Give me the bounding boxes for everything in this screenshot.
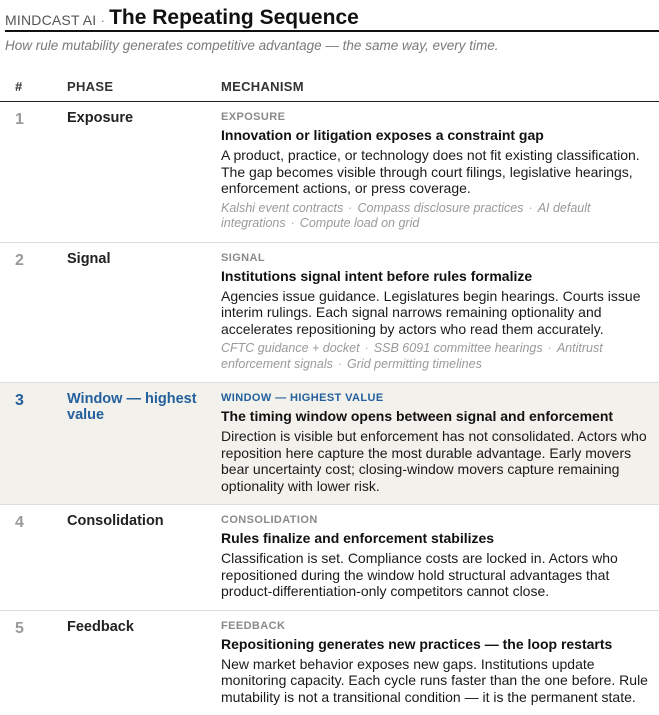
mechanism-headline: Institutions signal intent before rules formalize — [221, 268, 653, 285]
page-header — [5, 6, 659, 32]
phase-number: 5 — [15, 620, 24, 638]
mechanism-cell — [221, 243, 653, 383]
column-header-phase: PHASE — [67, 79, 113, 94]
mechanism-headline: Rules finalize and enforcement stabilizes — [221, 530, 653, 547]
page-subtitle: How rule mutability generates competitive advantage — the same way, every time. — [5, 38, 498, 53]
phase-number: 1 — [15, 111, 24, 129]
phase-number: 3 — [15, 392, 24, 410]
mechanism-description: Classification is set. Compliance costs are locked in. Actors who repositioned during the window hold structural advantages that product-differentiation-only competitors cannot close. — [221, 550, 653, 600]
phase-name: Exposure — [67, 110, 207, 126]
example-tag: CFTC guidance + docket — [221, 341, 360, 355]
table-header — [0, 72, 659, 102]
phase-name: Signal — [67, 251, 207, 267]
mechanism-label: EXPOSURE — [221, 111, 653, 124]
brand-separator: · — [100, 12, 105, 28]
phase-name: Feedback — [67, 619, 207, 635]
example-tag: Compass disclosure practices — [357, 201, 523, 215]
table-row — [0, 102, 659, 243]
tag-separator: · — [348, 201, 352, 215]
mechanism-cell — [221, 102, 653, 242]
example-tag: AI default integrations — [221, 201, 591, 231]
example-tag: Kalshi event contracts — [221, 201, 343, 215]
mechanism-headline: Repositioning generates new practices — the loop restarts — [221, 636, 653, 653]
mechanism-headline: The timing window opens between signal and enforcement — [221, 408, 653, 425]
phase-name: Window — highest value — [67, 391, 207, 423]
example-tags — [221, 341, 653, 372]
mechanism-description: A product, practice, or technology does not fit existing classification. The gap becomes visible through court filings, legislative hearings, enforcement actions, or press coverage. — [221, 147, 653, 197]
tag-separator: · — [291, 216, 295, 230]
column-header-number: # — [15, 79, 23, 94]
mechanism-description: Agencies issue guidance. Legislatures begin hearings. Courts issue interim rulings. Each signal narrows remaining optionality and accelerates repositioning by actors who read them accurately. — [221, 288, 653, 338]
mechanism-label: FEEDBACK — [221, 620, 653, 633]
mechanism-label: WINDOW — HIGHEST VALUE — [221, 392, 653, 405]
mechanism-cell — [221, 383, 653, 504]
mechanism-description: Direction is visible but enforcement has not consolidated. Actors who reposition here capture the most durable advantage. Early movers bear uncertainty cost; closing-window movers capture remaining optionality with lower risk. — [221, 428, 653, 494]
table-row — [0, 611, 659, 715]
phase-number: 2 — [15, 252, 24, 270]
example-tag: Antitrust enforcement signals — [221, 341, 603, 371]
tag-separator: · — [365, 341, 369, 355]
page-title: The Repeating Sequence — [109, 6, 359, 29]
phase-number: 4 — [15, 514, 24, 532]
example-tag: SSB 6091 committee hearings — [374, 341, 543, 355]
mechanism-headline: Innovation or litigation exposes a constraint gap — [221, 127, 653, 144]
tag-separator: · — [338, 357, 342, 371]
mechanism-description: New market behavior exposes new gaps. Institutions update monitoring capacity. Each cycle runs faster than the one before. Rule mutability is not a transitional condition — it is the permanent state. — [221, 656, 653, 706]
mechanism-label: CONSOLIDATION — [221, 514, 653, 527]
brand-name: MINDCAST AI — [5, 12, 96, 28]
table-row — [0, 505, 659, 611]
table-row — [0, 383, 659, 505]
mechanism-label: SIGNAL — [221, 252, 653, 265]
example-tag: Grid permitting timelines — [347, 357, 482, 371]
mechanism-cell — [221, 611, 653, 715]
mechanism-cell — [221, 505, 653, 610]
table-row — [0, 243, 659, 384]
phase-table-body — [0, 102, 659, 715]
phase-name: Consolidation — [67, 513, 207, 529]
example-tags — [221, 201, 653, 232]
tag-separator: · — [548, 341, 552, 355]
example-tag: Compute load on grid — [300, 216, 420, 230]
tag-separator: · — [529, 201, 533, 215]
column-header-mechanism: MECHANISM — [221, 79, 304, 94]
